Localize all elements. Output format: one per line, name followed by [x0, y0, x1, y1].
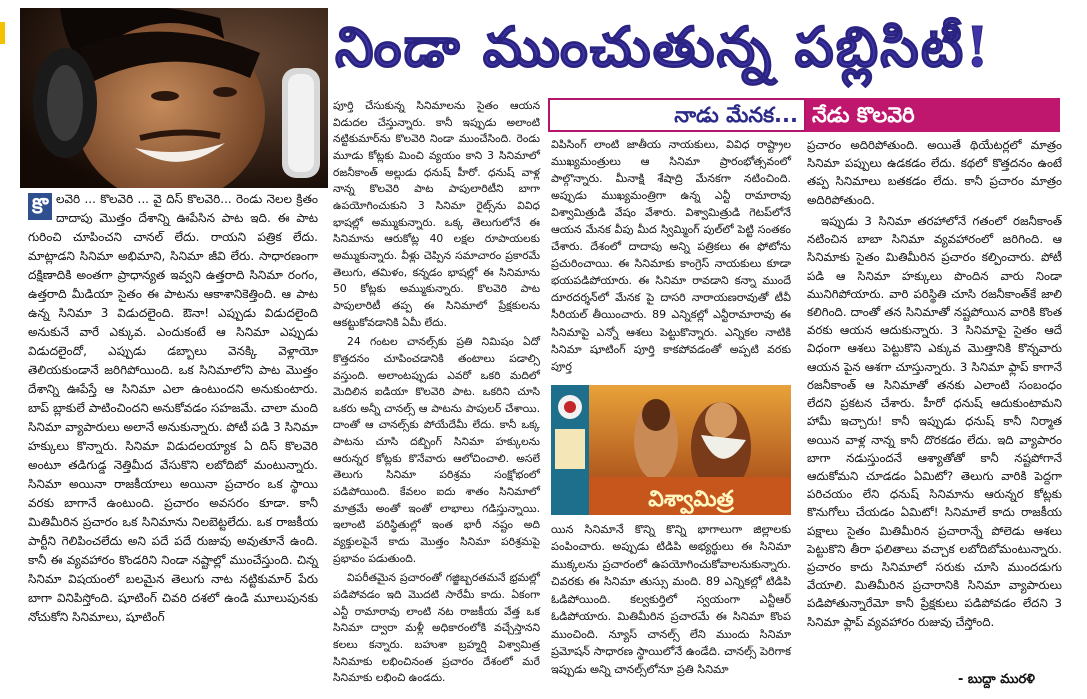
subheading-banner [548, 98, 1060, 132]
article-column-3-top [551, 136, 791, 378]
article-column-1 [28, 190, 318, 630]
col1-paragraph: లవెరి ... కొలవెరి ... వై దిస్ కొలవెరి... రెండు నెలల క్రితం దాదాపు మొత్తం దేశాన్ని ఊపేసిన పాట ఇది. ఈ పాట గురించి చూపించని చానల్ లేదు. రాయని పత్రిక లేదు. మాట్లాడని సినిమా అభిమాని, సినిమా జీవి లేరు. సాధారణంగా దక్షిణాదికి అంతగా ప్రాధాన్యత ఇవ్వని ఉత్తరాది సినిమా రంగం, ఉత్తరాది మీడియా సైతం ఈ పాటను ఆకాశానికెత్తింది. ఆ పాట ఉన్న సినిమా 3 విడుదలైంది. ఔనా! ఎప్పుడు విడుదలైంది అనుకునే వారే ఎక్కువ. ఎందుకంటే ఆ సినిమా ఎప్పుడు విడుదలైందో, ఎప్పుడు డబ్బాలు వెనక్కి వెళ్లాయో తెలియకుండానే జరిగిపోయింది. ఒక సినిమాలోని పాట మొత్తం దేశాన్ని ఊపేస్తే ఆ సినిమా ఎలా ఉంటుందని అనుకుంటారు. బాప్ బ్లాకులే పాటించిందని అనుకోవడం సహజమే. చాలా మంది సినిమా వ్యాపారులు అలానే అనుకున్నారు. పోటీ పడి 3 సినిమా హక్కులు కొన్నారు. సినిమా విడుదలయ్యాక ఏ దిస్ కొలవెరి అంటూ తడిగుడ్డ నెత్తిమీద వేసుకొని లబోదిబో మంటున్నారు. సినిమా అయినా రాజకీయాలు అయినా ప్రచారం ఒక స్థాయి వరకు బాగానే ఉంటుంది. ప్రచారం అవసరం కూడా. కానీ మితిమీరిన ప్రచారం ఒక సినిమాను నిలబెట్టలేదు. ఒక రాజకీయ పార్టీని గెలిపించలేదు అని పదే పదే రుజువు అవుతూనే ఉంది. కానీ ఈ వ్యవహారం కొండరిని నిండా నష్టాల్లో ముంచేస్తుంది. చిన్న సినిమా విషయంలో బలమైన తెలుగు నాట నట్టికుమార్ పేరు బాగా వినిపిస్తోంది. షూటింగ్ చివరి దశలో ఉండి మూలుపునకు నోచుకోని సినిమాలు, షూటింగ్ [28, 192, 318, 624]
col4-paragraph: ఇప్పుడు 3 సినిమా తరహాలోనే గతంలో రజనీకాంత్ నటించిన బాబా సినిమా వ్యవహారంలో జరిగింది. ఆ సినిమాకు సైతం మితిమీరిన ప్రచారం కల్పించారు. పోటీ పడి ఆ సినిమా హక్కులు పొందిన వారు నిండా మునిగిపోయారు. వారి పరిస్థితి చూసి రజనీకాంత్‌కే జాలి కలిగింది. దాంతో తన సినిమాతో నష్టపోయిన వారికి కొంత వరకు ఆయన ఆదుకున్నారు. 3 సినిమాపై సైతం ఆదే విధంగా ఆశలు పెట్టుకొని ఎక్కువ మొత్తానికి కొన్నవారు ఆయన పైన ఆశగా చూస్తున్నారు. 3 సినిమా ఫ్లాప్ కాగానే రజనీకాంత్ ఆ సినిమాతో తనకు ఎలాంటి సంబంధం లేదని ప్రకటన చేశారు. హీరో ధనుష్ ఆదుకుంటామని హామీ ఇచ్చారు! కానీ ఇప్పుడు ధనుష్ కానీ నిర్మాత అయిన వాళ్ల నాన్న కానీ దొరకడం లేదు. ఇది వ్యాపారం బాగా నడుస్తుందనే ఆశ్యాతోతో కానీ నష్టపోగానే ఆదుకోమని చూడడం ఏమిటో? తెలుగు వారికి పెద్దగా పరిచయం లేని ధనుష్ సినిమాను ఆరున్నర కోట్లకు కొనుగోలు చేయడం ఏమిటో! సినిమాలే కాదు రాజకీయ పక్షాలు సైతం మితిమీరిన ప్రచారాన్నే పోలెడు ఆశలు పెట్టుకొని తీరా ఫలితాలు వచ్చాక లబోదిబోమంటున్నారు. ప్రచారం కాదు సినిమాలో సరుకు చూసి ముందడుగు వేయాలి. మితిమీరిన ప్రచారానికి సినిమా వ్యాపారులు పడిపోతున్నారేమో కానీ ప్రేక్షకులు పడిపోవడం లేదని 3 సినిమా ఫ్లాప్ వ్యవహారం రుజువు చేస్తోంది. [807, 213, 1062, 629]
article-column-2 [333, 98, 540, 690]
singer-photo [20, 8, 328, 188]
byline: - బుద్దా మురళి [958, 672, 1035, 687]
poster-title: విశ్వామిత్ర [648, 486, 734, 512]
headline: నిండా ముంచుతున్న పబ్లిసిటీ! [335, 14, 992, 79]
col3-paragraph: విపిసింగ్ లాంటి జాతీయ నాయకులు, వివిధ రాష్ట్రాల ముఖ్యమంత్రులు ఆ సినిమా ప్రారంభోత్సవంలో పాల్గొన్నారు. మీనాక్షి శేషాద్రి మేనకగా నటించింది. అప్పుడు ముఖ్యమంత్రిగా ఉన్న ఎన్టీ రామారావు విశ్వామిత్రుడి వేషం వేశారు. విశ్వామిత్రుడి గెటప్‌లోనే ఆయన మేనక వీపు మీద స్విమ్మింగ్ పుల్‌లో పెట్టి సంతకం చేశారు. దేశంలో దాదాపు అన్ని పత్రికలు ఈ ఫోటోను ప్రచురించాయి. ఈ సినిమాకు కాంగ్రెస్ నాయకులు కూడా భయపడిపోయారు. ఈ సినిమా రావడాని కన్నా ముందే దూరదర్శన్‌లో మేనక పై దాసరి నారాయణరావుతో టీవీ సీరియల్ తీయించారు. 89 ఎన్నికల్లో ఎన్టీరామారావు ఈ సినిమాపై ఎన్నో ఆశలు పెట్టుకొన్నారు. ఎన్నికల నాటికి సినిమా షూటింగ్ పూర్తి కాకపోవడంతో అప్పటి వరకు పూర్త [551, 138, 791, 373]
dropcap: కొ [28, 193, 52, 220]
col2-paragraph: 24 గంటల చానల్స్‌కు ప్రతి నిమిషం ఏదో కొత్తదనం చూపించడానికి తంటాలు పడాల్సి వస్తుంది. అలాంటప్పుడు ఎవరో ఒకరి మదిలో మెదిలిన ఐడియా కొలవెరి పాట. ఒకరిని చూసి ఒకరు అన్నీ చానల్స్ ఆ పాటను పాపులర్ చేశాయి. దాంతో ఆ చానల్స్‌కు పోయేదేమీ లేదు. కానీ ఒక్క పాటను చూసి దబ్బింగ్ సినిమా హక్కులను ఆరున్నర కోట్లకు కొనేవారు ఆలోచించాలి. అసలే తెలుగు సినిమా పరిశ్రమ సంక్షోభంలో పడిపోయింది. కేవలం ఐదు శాతం సినిమాలో మాత్రమే అంతో ఇంతో లాభాలు గడిస్తున్నాయి. ఇలాంటి పరిస్థితుల్లో ఇంత భారీ నష్టం అది వ్యక్తులపైనే కాదు మొత్తం సినిమా పరిశ్రమపై ప్రభావం పడుతుంది. [333, 335, 540, 565]
subheading-left: నాడు మేనక... [548, 98, 806, 132]
article-column-4 [807, 136, 1062, 634]
col2-paragraph: పూర్తి చేసుకున్న సినిమాలను సైతం ఆయన విడుదల చేస్తున్నారు. కానీ ఇప్పుడు అలాంటి నట్టికుమార్‌ను కొలవెరి నిండా ముంచేసింది. రెండు మూడు కోట్లకు మించి వ్యయం కాని 3 సినిమాలో రజనీకాంత్ అల్లుడు ధనుష్ హీరో. ధనుష్ వాళ్ల నాన్న కొలవెరి పాట పాపులారిటీని బాగా ఉపయోగించుకుని 3 సినిమా రైట్స్‌ను వివిధ భాషల్లో అమ్ముకున్నారు. ఒక్క తెలుగులోనే ఈ సినిమాను ఆరుకోట్ల 40 లక్షల రూపాయలకు అమ్ముకున్నారు. వీళ్లు చెప్పిన సమాచారం ప్రకారమే తెలుగు, తమిళం, కన్నడం భాషల్లో ఈ సినిమాను 50 కోట్లకు అమ్ముకున్నారు. కొలవెరి పాట పాపులారిటీ తప్ప ఈ సినిమాలో ప్రేక్షకులను ఆకట్టుకోవడానికి ఏమీ లేదు. [333, 99, 540, 329]
col2-paragraph: విపరీతమైన ప్రచారంతో గజ్జిబ్బరతమనే భ్రమల్లో పడిపోవడం ఇది మొదటి సారేమీ కాదు. ఏకంగా ఎన్టీ రామారావు లాంటి నట రాజకీయ వేత్త ఒక సినిమా ద్వారా మళ్లీ అధికారంలోకి వచ్చేస్తానని కలలు కన్నారు. బహుశా బ్రహ్మర్షి విశ్వామిత్ర సినిమాకు లభించినంత ప్రచారం దేశంలో మరే సినిమాకు లభించి ఉండదు. [333, 571, 540, 685]
page-edge-marker [0, 22, 5, 44]
col3-paragraph: యిన సినిమానే కొన్ని కొన్ని భాగాలుగా జిల్లాలకు పంపించారు. అప్పుడు టిడిపి అభ్యర్థులు ఈ సినిమా ముక్కలను ప్రచారంలో ఉపయోగించుకోవాలనుకున్నారు. చివరకు ఈ సినిమా తుస్సు మంది. 89 ఎన్నికల్లో టిడిపి ఓడిపోయింది. కల్వకుర్తిలో స్వయంగా ఎన్టీఆర్ ఓడిపోయారు. మితిమీరిన ప్రచారమే ఈ సినిమా కొంప ముంచింది. న్యూస్ చానల్స్ లేని ముందు సినిమా ప్రమోషన్ సాధారణ స్థాయిలోనే ఉండేది. చానల్స్ పెరిగాక ఇప్పుడు అన్ని చానల్స్‌లోనూ ప్రతి సినిమా [551, 523, 791, 676]
article-column-3-bottom [551, 521, 791, 681]
singer-photo-illustration [20, 8, 328, 188]
col4-paragraph: ప్రచారం అదిరిపోతుంది. అయితే థియేటర్లలో మాత్రం సినిమా పప్పులు ఉడకడం లేదు. కథలో కొత్తదనం ఉంటే తప్ప సినిమాలు బతకడం లేదు. కానీ ప్రచారం మాత్రం అదిరిపోతుంది. [807, 138, 1062, 207]
subheading-right: నేడు కొలవెరి [806, 98, 1060, 132]
movie-poster [551, 385, 791, 515]
movie-poster-illustration [551, 385, 791, 515]
